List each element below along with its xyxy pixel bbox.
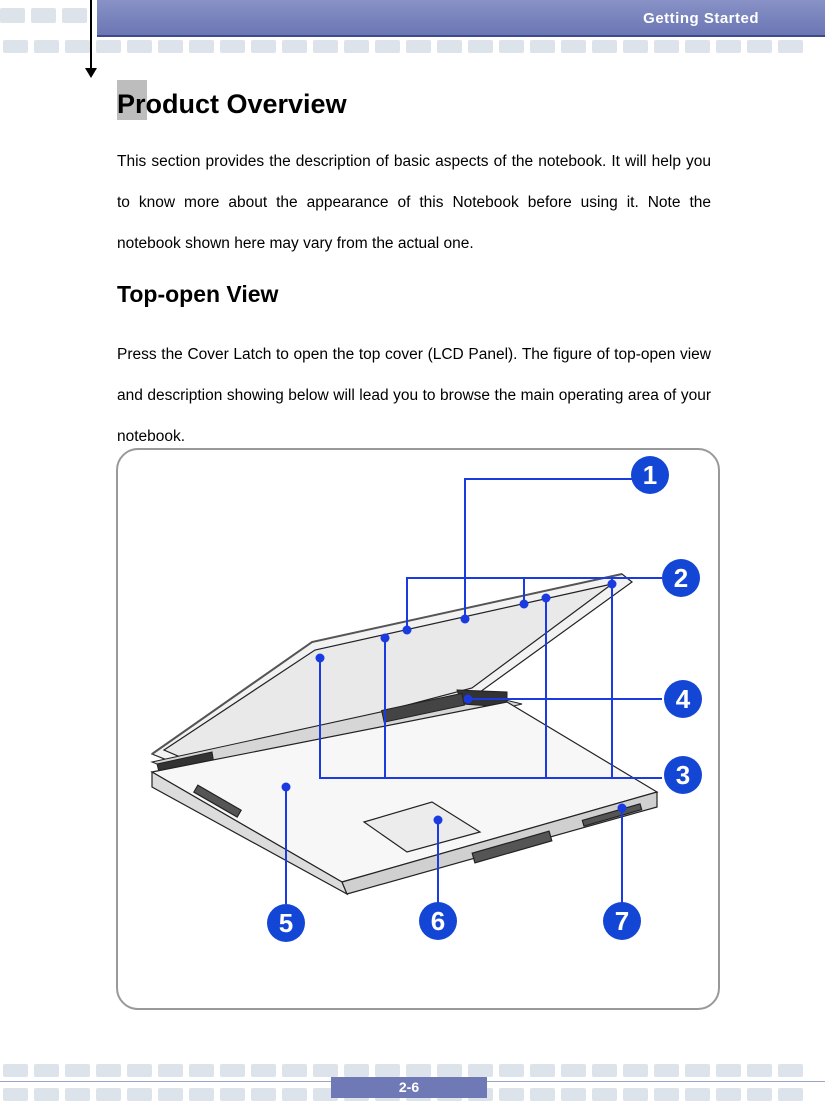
decorative-tile <box>158 1064 183 1077</box>
callout-3 <box>664 756 702 794</box>
decorative-tile <box>716 40 741 53</box>
decorative-tile <box>716 1088 741 1101</box>
notebook-illustration <box>118 450 718 1008</box>
decorative-tile <box>592 1088 617 1101</box>
decorative-tile <box>530 1064 555 1077</box>
section-header-title: Getting Started <box>643 10 759 27</box>
callout-6 <box>419 902 457 940</box>
decorative-tile <box>685 1064 710 1077</box>
decorative-tile <box>654 40 679 53</box>
decorative-tile <box>654 1088 679 1101</box>
decorative-tile <box>654 1064 679 1077</box>
decorative-tile <box>282 1088 307 1101</box>
page-number: 2-6 <box>331 1077 487 1098</box>
decorative-tile <box>251 1088 276 1101</box>
decorative-tile <box>747 1088 772 1101</box>
decorative-tile <box>561 1064 586 1077</box>
decorative-tile <box>375 40 400 53</box>
decorative-tile <box>778 40 803 53</box>
callout-2 <box>662 559 700 597</box>
decorative-tile <box>406 1064 431 1077</box>
decorative-tile <box>127 1064 152 1077</box>
decorative-tile <box>747 1064 772 1077</box>
decorative-tile <box>375 1064 400 1077</box>
callout-6-label: 6 <box>430 906 446 936</box>
decorative-tile <box>437 40 462 53</box>
decorative-tile <box>96 40 121 53</box>
callout-5-label: 5 <box>278 908 294 938</box>
header-tiles-row <box>3 40 803 53</box>
decorative-tile <box>220 40 245 53</box>
decorative-tile <box>623 1088 648 1101</box>
callout-7 <box>603 902 641 940</box>
callout-1 <box>631 456 669 494</box>
decorative-tile <box>716 1064 741 1077</box>
decorative-tile <box>96 1088 121 1101</box>
header-tiles-top <box>0 8 87 23</box>
decorative-tile <box>65 40 90 53</box>
callout-3-label: 3 <box>675 760 691 790</box>
decorative-tile <box>685 1088 710 1101</box>
decorative-tile <box>3 1064 28 1077</box>
decorative-tile <box>282 1064 307 1077</box>
decorative-tile <box>189 40 214 53</box>
decorative-tile <box>530 40 555 53</box>
decorative-tile <box>220 1088 245 1101</box>
decorative-tile <box>3 1088 28 1101</box>
decorative-tile <box>251 1064 276 1077</box>
decorative-tile <box>623 40 648 53</box>
decorative-tile <box>127 1088 152 1101</box>
section-paragraph: Press the Cover Latch to open the top cover (LCD Panel). The figure of top-open view and description showing below will lead you to browse the main operating area of your notebook. <box>117 346 711 445</box>
decorative-tile <box>96 1064 121 1077</box>
callout-4 <box>664 680 702 718</box>
decorative-tile <box>406 40 431 53</box>
decorative-tile <box>313 40 338 53</box>
decorative-tile <box>499 40 524 53</box>
intro-paragraph: This section provides the description of basic aspects of the notebook. It will help you to know more about the appearance of this Notebook before using it. Note the notebook shown here may vary from the actual one. <box>117 153 711 252</box>
decorative-tile <box>592 40 617 53</box>
decorative-tile <box>282 40 307 53</box>
callout-5 <box>267 904 305 942</box>
decorative-tile <box>158 1088 183 1101</box>
decorative-tile <box>34 1064 59 1077</box>
decorative-tile <box>127 40 152 53</box>
section-heading: Top-open View <box>117 281 279 307</box>
callout-2-label: 2 <box>673 563 689 593</box>
decorative-tile <box>499 1064 524 1077</box>
decorative-tile <box>623 1064 648 1077</box>
decorative-tile <box>468 1064 493 1077</box>
decorative-tile <box>530 1088 555 1101</box>
decorative-tile <box>313 1064 338 1077</box>
footer-tiles-top <box>3 1064 803 1077</box>
page-title: Product Overview <box>117 89 347 119</box>
decorative-tile <box>592 1064 617 1077</box>
decorative-tile <box>65 1088 90 1101</box>
decorative-tile <box>34 40 59 53</box>
notebook-figure <box>116 448 720 1010</box>
decorative-tile <box>251 40 276 53</box>
margin-rule <box>90 0 92 70</box>
decorative-tile <box>561 1088 586 1101</box>
decorative-tile <box>65 1064 90 1077</box>
decorative-tile <box>468 40 493 53</box>
arrow-down-icon <box>85 68 97 78</box>
decorative-tile <box>437 1064 462 1077</box>
decorative-tile <box>685 40 710 53</box>
decorative-tile <box>747 40 772 53</box>
decorative-tile <box>561 40 586 53</box>
decorative-tile <box>220 1064 245 1077</box>
decorative-tile <box>778 1064 803 1077</box>
callout-4-label: 4 <box>675 684 691 714</box>
decorative-tile <box>189 1088 214 1101</box>
header-bar <box>97 0 825 37</box>
decorative-tile <box>158 40 183 53</box>
decorative-tile <box>189 1064 214 1077</box>
decorative-tile <box>778 1088 803 1101</box>
callout-7-label: 7 <box>614 906 630 936</box>
decorative-tile <box>344 1064 369 1077</box>
callout-1-label: 1 <box>642 460 658 490</box>
decorative-tile <box>3 40 28 53</box>
decorative-tile <box>344 40 369 53</box>
decorative-tile <box>499 1088 524 1101</box>
decorative-tile <box>34 1088 59 1101</box>
